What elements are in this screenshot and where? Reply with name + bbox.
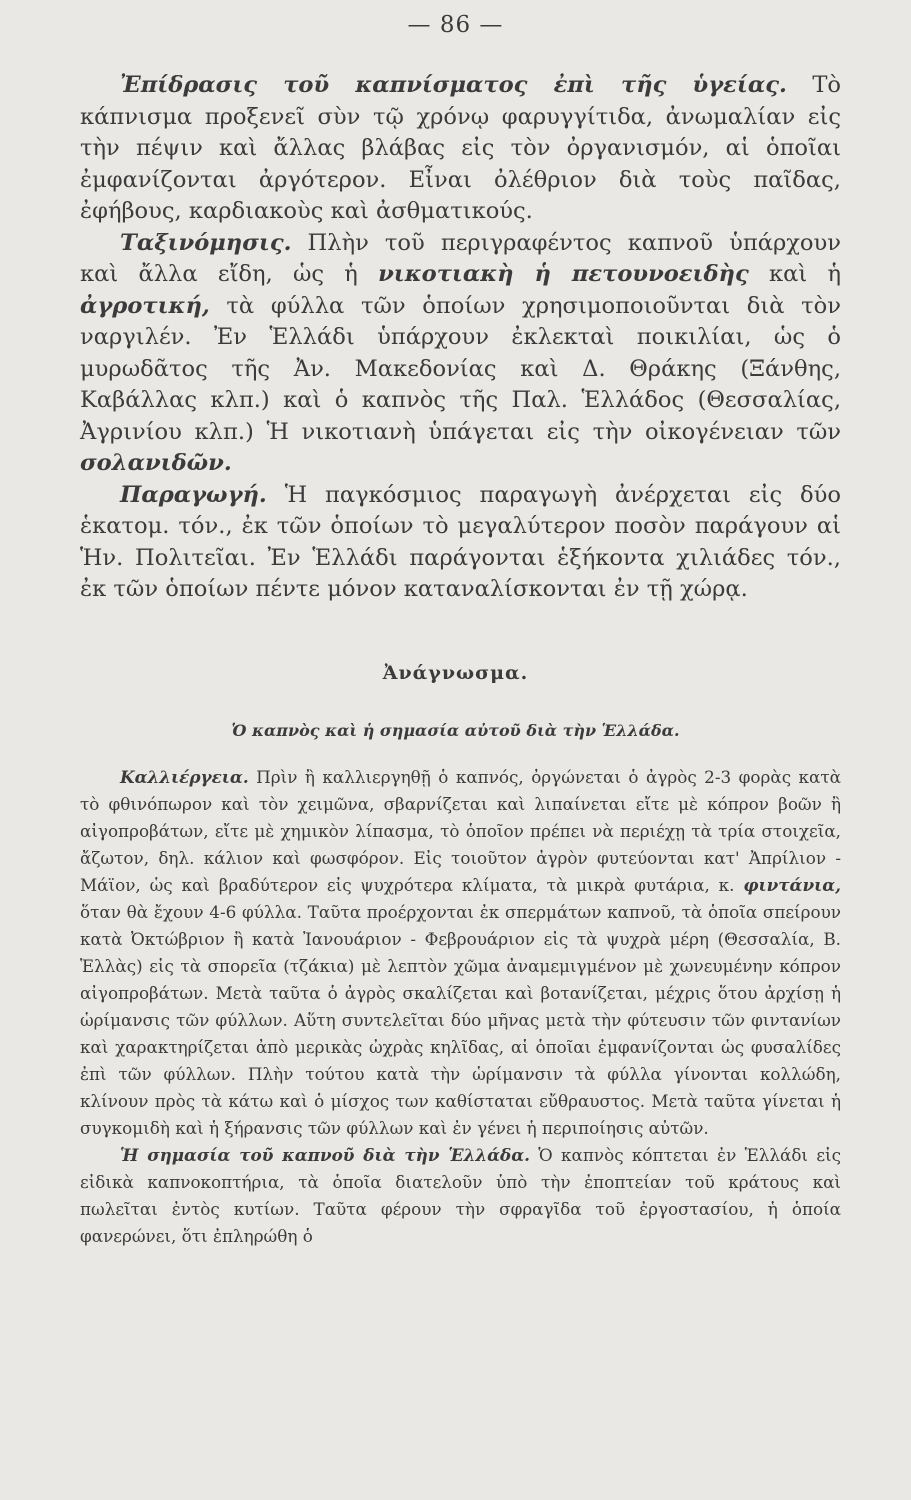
main-text [80, 70, 841, 606]
text-classification-2: καὶ ἡ [748, 261, 841, 287]
text-classification-1: Πλὴν τοῦ περιγραφέντος καπνοῦ ὑπάρχουν καὶ ἄλλα εἴδη, ὡς ἡ [80, 229, 841, 287]
reading-subtitle: Ὁ καπνὸς καὶ ἡ σημασία αὐτοῦ διὰ τὴν Ἑλλάδα. [231, 721, 680, 740]
term-nicotiana-petunioides: νικοτιακὴ ἡ πετουνοειδὴς [378, 261, 749, 287]
term-solanaceae: σολανιδῶν. [80, 450, 232, 476]
paragraph-health-effects [80, 70, 841, 228]
term-fintania: φιντάνια, [743, 875, 841, 895]
reading-text [80, 764, 841, 1250]
paragraph-classification [80, 228, 841, 480]
text-cultivation-1: Πρὶν ἢ καλλιεργηθῇ ὁ καπνός, ὀργώνεται ὁ ἀγρὸς 2-3 φορὰς κατὰ τὸ φθινόπωρον καὶ τὸν χειμῶνα, σβαρνίζεται καὶ λιπαίνεται εἴτε μὲ κόπρον βοῶν ἢ αἰγοπροβάτων, εἴτε μὲ χημικὸν λίπασμα, τὸ ὁποῖον πρέπει νὰ περιέχῃ τὰ τρία στοιχεῖα, ἄζωτον, δηλ. κάλιον καὶ φωσφόρον. Εἰς τοιοῦτον ἀγρὸν φυτεύονται κατ' Ἀπρίλιον - Μάϊον, ὡς καὶ βραδύτερον εἰς ψυχρότερα κλίματα, τὰ μικρὰ φυτάρια, κ. [80, 767, 841, 895]
page-number: — 86 — [407, 12, 504, 38]
heading-cultivation: Καλλιέργεια. [120, 767, 249, 787]
reading-title: Ἀνάγνωσμα. [382, 662, 529, 684]
heading-importance: Ἡ σημασία τοῦ καπνοῦ διὰ τὴν Ἑλλάδα. [120, 1145, 530, 1165]
heading-production: Παραγωγή. [120, 481, 267, 508]
heading-classification: Ταξινόμησις. [120, 229, 292, 256]
paragraph-importance [80, 1142, 841, 1250]
text-cultivation-2: ὅταν θὰ ἔχουν 4-6 φύλλα. Ταῦτα προέρχονται ἐκ σπερμάτων καπνοῦ, τὰ ὁποῖα σπείρουν κατὰ Ὀκτώβριον ἢ κατὰ Ἰανουάριον - Φεβρουάριον εἰς τὰ ψυχρὰ μέρη (Θεσσαλία, Β. Ἑλλὰς) εἰς τὰ σπορεῖα (τζάκια) μὲ λεπτὸν χῶμα ἀναμεμιγμένον μὲ χωνευμένην κόπρον αἰγοπροβάτων. Μετὰ ταῦτα ὁ ἀγρὸς σκαλίζεται καὶ βοτανίζεται, μέχρις ὅτου ἀρχίσῃ ἡ ὡρίμανσις τῶν φύλλων. Αὕτη συντελεῖται δύο μῆνας μετὰ τὴν φύτευσιν τῶν φιντανίων καὶ χαρακτηρίζεται ἀπὸ μερικὰς ὠχρὰς κηλῖδας, αἱ ὁποῖαι ἐμφανίζονται ὡς φυσαλίδες ἐπὶ τῶν φύλλων. Πλὴν τούτου κατὰ τὴν ὡρίμανσιν τὰ φύλλα γίνονται κολλώδη, κλίνουν πρὸς τὰ κάτω καὶ ὁ μίσχος των καθίσταται εὔθραυστος. Μετὰ ταῦτα γίνεται ἡ συγκομιδὴ καὶ ἡ ξήρανσις τῶν φύλλων καὶ ἐν γένει ἡ περιποίησις αὐτῶν. [80, 902, 841, 1138]
paragraph-cultivation [80, 764, 841, 1142]
text-health-effects: Τὸ κάπνισμα προξενεῖ σὺν τῷ χρόνῳ φαρυγγίτιδα, ἀνωμαλίαν εἰς τὴν πέψιν καὶ ἄλλας βλάβας εἰς τὸν ὀργανισμόν, αἱ ὁποῖαι ἐμφανίζονται ἀργότερον. Εἶναι ὀλέθριον διὰ τοὺς παῖδας, ἐφήβους, καρδιακοὺς καὶ ἀσθματικούς. [80, 72, 841, 224]
paragraph-production [80, 480, 841, 606]
text-production: Ἡ παγκόσμιος παραγωγὴ ἀνέρχεται εἰς δύο ἑκατομ. τόν., ἐκ τῶν ὁποίων τὸ μεγαλύτερον ποσὸν παράγουν αἱ Ἡν. Πολιτεῖαι. Ἐν Ἑλλάδι παράγονται ἑξήκοντα χιλιάδες τόν., ἐκ τῶν ὁποίων πέντε μόνον καταναλίσκονται ἐν τῇ χώρᾳ. [80, 481, 841, 602]
text-importance: Ὁ καπνὸς κόπτεται ἐν Ἑλλάδι εἰς εἰδικὰ καπνοκοπτήρια, τὰ ὁποῖα διατελοῦν ὑπὸ τὴν ἐποπτείαν τοῦ κράτους καὶ πωλεῖται ἐντὸς κυτίων. Ταῦτα φέρουν τὴν σφραγῖδα τοῦ ἐργοστασίου, ἡ ὁποία φανερώνει, ὅτι ἐπληρώθη ὁ [80, 1145, 842, 1246]
term-rustica: ἀγροτική, [80, 292, 210, 319]
heading-health-effects: Ἐπίδρασις τοῦ καπνίσματος ἐπὶ τῆς ὑγείας. [120, 72, 787, 98]
text-classification-3: τὰ φύλλα τῶν ὁποίων χρησιμοποιοῦνται διὰ τὸν ναργιλέν. Ἐν Ἑλλάδι ὑπάρχουν ἐκλεκταὶ ποικιλίαι, ὡς ὁ μυρωδᾶτος τῆς Ἀν. Μακεδονίας καὶ Δ. Θράκης (Ξάνθης, Καβάλλας κλπ.) καὶ ὁ καπνὸς τῆς Παλ. Ἑλλάδος (Θεσσαλίας, Ἀγρινίου κλπ.) Ἡ νικοτιανὴ ὑπάγεται εἰς τὴν οἰκογένειαν τῶν [80, 292, 841, 445]
